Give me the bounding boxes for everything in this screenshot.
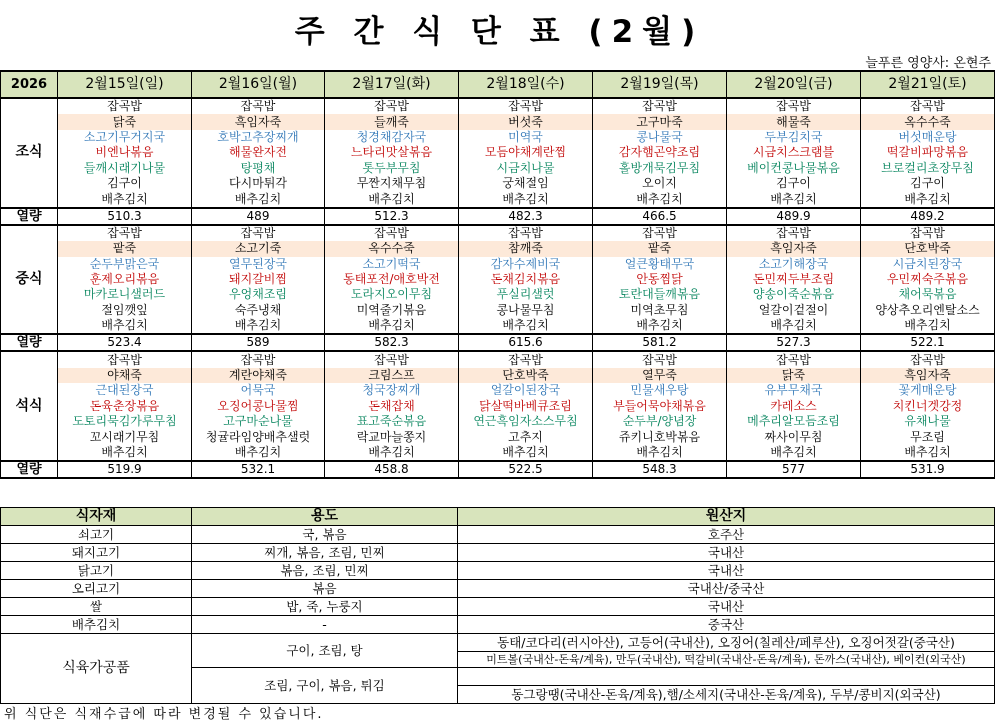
menu-row [1, 130, 995, 145]
menu-item: 락교마늘쫑지 [325, 429, 459, 444]
menu-row [1, 445, 995, 461]
menu-row [1, 145, 995, 160]
menu-item: 숙주냉채 [192, 303, 325, 318]
menu-item: 미역줄기볶음 [325, 303, 459, 318]
menu-item: 청경채감자국 [325, 130, 459, 145]
ingredient-cell: 식육가공품 [1, 634, 192, 704]
menu-item: 유채나물 [861, 414, 995, 429]
menu-row [1, 272, 995, 287]
origin-cell: 국내산 [458, 544, 995, 562]
menu-item: 푸실리샐럿 [459, 287, 593, 302]
menu-item: 궁채절임 [459, 176, 593, 191]
menu-item: 훈제오리볶음 [58, 272, 192, 287]
menu-item: 야채죽 [58, 368, 192, 383]
meal-label: 중식 [1, 225, 58, 335]
menu-item: 배추김치 [58, 445, 192, 461]
menu-item: 팥죽 [593, 241, 727, 256]
menu-item: 버섯죽 [459, 114, 593, 129]
menu-row [1, 414, 995, 429]
calorie-row [1, 208, 995, 225]
menu-row [1, 318, 995, 334]
menu-item: 돈채김치볶음 [459, 272, 593, 287]
menu-item: 크림스프 [325, 368, 459, 383]
menu-item: 시금치된장국 [861, 257, 995, 272]
menu-item: 오이지 [593, 176, 727, 191]
menu-row [1, 383, 995, 398]
origin-cell: 동그랑땡(국내산-돈육/계육),햄/소세지(국내산-돈육/계육), 두부/콩비지(외국산) [458, 686, 995, 704]
calorie-value: 589 [192, 334, 325, 351]
calorie-value: 466.5 [593, 208, 727, 225]
menu-item: 옥수수죽 [861, 114, 995, 129]
menu-item: 콩나물국 [593, 130, 727, 145]
origin-cell [458, 668, 995, 686]
calorie-label: 열량 [1, 208, 58, 225]
menu-item: 잡곡밥 [459, 351, 593, 367]
usage-cell: 조림, 구이, 볶음, 튀김 [192, 668, 458, 704]
calorie-value: 519.9 [58, 461, 192, 478]
usage-cell: 밥, 죽, 누룽지 [192, 598, 458, 616]
menu-item: 닭죽 [58, 114, 192, 129]
menu-item: 비엔나볶음 [58, 145, 192, 160]
menu-row [1, 114, 995, 129]
day-header: 2월21일(토) [861, 71, 995, 98]
menu-item: 도토리묵김가루무침 [58, 414, 192, 429]
menu-item: 민물새우탕 [593, 383, 727, 398]
menu-item: 잡곡밥 [325, 225, 459, 241]
menu-item: 닭죽 [727, 368, 861, 383]
origin-cell: 국내산 [458, 562, 995, 580]
menu-row [1, 241, 995, 256]
usage-header: 용도 [192, 508, 458, 526]
menu-item: 미역국 [459, 130, 593, 145]
menu-item: 배추김치 [459, 191, 593, 207]
ingredient-cell: 쇠고기 [1, 526, 192, 544]
menu-item: 느타리맛살볶음 [325, 145, 459, 160]
menu-item: 배추김치 [593, 318, 727, 334]
weekly-menu-table [0, 70, 995, 479]
day-header: 2월15일(일) [58, 71, 192, 98]
menu-item: 배추김치 [727, 318, 861, 334]
menu-item: 토란대들깨볶음 [593, 287, 727, 302]
menu-item: 열무죽 [593, 368, 727, 383]
menu-item: 메추리알모듬조림 [727, 414, 861, 429]
menu-item: 다시마튀각 [192, 176, 325, 191]
ingredient-cell: 오리고기 [1, 580, 192, 598]
menu-item: 감자햄곤약조림 [593, 145, 727, 160]
menu-item: 배추김치 [459, 318, 593, 334]
menu-row [1, 303, 995, 318]
menu-item: 들깨시래기나물 [58, 161, 192, 176]
menu-item: 배추김치 [861, 445, 995, 461]
calorie-value: 581.2 [593, 334, 727, 351]
meal-label: 석식 [1, 351, 58, 461]
menu-item: 잡곡밥 [593, 351, 727, 367]
origin-row [1, 598, 995, 616]
menu-item: 꼬시래기무침 [58, 429, 192, 444]
menu-item: 단호박죽 [861, 241, 995, 256]
menu-item: 계란야채죽 [192, 368, 325, 383]
menu-item: 흑임자죽 [861, 368, 995, 383]
menu-item: 잡곡밥 [192, 225, 325, 241]
calorie-value: 577 [727, 461, 861, 478]
origin-row [1, 526, 995, 544]
menu-row [1, 191, 995, 207]
origin-cell: 동태/코다리(러시아산), 고등어(국내산), 오징어(칠레산/페루산), 오징어젓갈(중국산) [458, 634, 995, 652]
meal-label: 조식 [1, 98, 58, 208]
menu-item: 잡곡밥 [192, 98, 325, 114]
menu-item: 호박고추장찌개 [192, 130, 325, 145]
menu-item: 잡곡밥 [593, 225, 727, 241]
calorie-label: 열량 [1, 461, 58, 478]
calorie-value: 548.3 [593, 461, 727, 478]
ingredient-header: 식자재 [1, 508, 192, 526]
menu-item: 미역초무침 [593, 303, 727, 318]
menu-item: 톳두부무침 [325, 161, 459, 176]
menu-item: 소고기무거지국 [58, 130, 192, 145]
menu-item: 시금치스크램블 [727, 145, 861, 160]
menu-row [1, 351, 995, 367]
calorie-row [1, 461, 995, 478]
menu-item: 고추지 [459, 429, 593, 444]
menu-item: 얼갈이겉절이 [727, 303, 861, 318]
menu-item: 김구이 [861, 176, 995, 191]
menu-item: 치킨너겟강정 [861, 399, 995, 414]
processed-row [1, 634, 995, 652]
menu-item: 팥죽 [58, 241, 192, 256]
menu-item: 동태포전/애호박전 [325, 272, 459, 287]
menu-item: 단호박죽 [459, 368, 593, 383]
menu-item: 배추김치 [325, 191, 459, 207]
menu-item: 무조림 [861, 429, 995, 444]
menu-item: 마카로니샐러드 [58, 287, 192, 302]
menu-item: 닭살떡바베큐조림 [459, 399, 593, 414]
day-header: 2월16일(월) [192, 71, 325, 98]
menu-item: 흑임자죽 [192, 114, 325, 129]
menu-item: 잡곡밥 [727, 351, 861, 367]
menu-item: 배추김치 [325, 318, 459, 334]
menu-item: 근대된장국 [58, 383, 192, 398]
calorie-value: 615.6 [459, 334, 593, 351]
menu-item: 청국장찌개 [325, 383, 459, 398]
menu-item: 배추김치 [58, 191, 192, 207]
origin-cell: 미트볼(국내산-돈육/계육), 만두(국내산), 떡갈비(국내산-돈육/계육), 돈까스(국내산), 베이컨(외국산) [458, 652, 995, 668]
menu-row [1, 429, 995, 444]
menu-item: 고구마죽 [593, 114, 727, 129]
menu-item: 잡곡밥 [325, 351, 459, 367]
origin-cell: 호주산 [458, 526, 995, 544]
menu-item: 김구이 [727, 176, 861, 191]
menu-item: 어묵국 [192, 383, 325, 398]
calorie-value: 532.1 [192, 461, 325, 478]
menu-item: 양송이죽순볶음 [727, 287, 861, 302]
calorie-value: 458.8 [325, 461, 459, 478]
menu-item: 배추김치 [593, 445, 727, 461]
menu-item: 해물완자전 [192, 145, 325, 160]
menu-item: 잡곡밥 [58, 351, 192, 367]
origin-header: 원산지 [458, 508, 995, 526]
menu-row [1, 161, 995, 176]
day-header-row [1, 71, 995, 98]
menu-row [1, 98, 995, 114]
menu-item: 잡곡밥 [861, 98, 995, 114]
origin-cell: 국내산 [458, 598, 995, 616]
menu-item: 카레소스 [727, 399, 861, 414]
day-header: 2월19일(목) [593, 71, 727, 98]
menu-item: 얼큰황태무국 [593, 257, 727, 272]
menu-item: 잡곡밥 [861, 225, 995, 241]
menu-item: 브로컬리초장무침 [861, 161, 995, 176]
day-header: 2월20일(금) [727, 71, 861, 98]
calorie-value: 489 [192, 208, 325, 225]
origin-row [1, 562, 995, 580]
dietitian-name: 늘푸른 영양사: 온현주 [865, 56, 991, 71]
menu-item: 잡곡밥 [192, 351, 325, 367]
menu-item: 표고죽순볶음 [325, 414, 459, 429]
menu-item: 청귤라임양배추샐럿 [192, 429, 325, 444]
menu-item: 배추김치 [593, 191, 727, 207]
ingredient-cell: 닭고기 [1, 562, 192, 580]
usage-cell: 볶음, 조림, 민찌 [192, 562, 458, 580]
menu-item: 우엉채조림 [192, 287, 325, 302]
menu-item: 무짠지채무침 [325, 176, 459, 191]
menu-item: 유부무채국 [727, 383, 861, 398]
menu-item: 콩나물무침 [459, 303, 593, 318]
menu-item: 배추김치 [861, 191, 995, 207]
menu-item: 잡곡밥 [727, 98, 861, 114]
calorie-label: 열량 [1, 334, 58, 351]
menu-item: 잡곡밥 [58, 225, 192, 241]
day-header: 2월17일(화) [325, 71, 459, 98]
usage-cell: 구이, 조림, 탕 [192, 634, 458, 668]
menu-item: 잡곡밥 [727, 225, 861, 241]
menu-item: 배추김치 [192, 445, 325, 461]
menu-item: 소고기해장국 [727, 257, 861, 272]
menu-item: 떡갈비파망볶음 [861, 145, 995, 160]
menu-item: 돼지갈비찜 [192, 272, 325, 287]
calorie-value: 489.2 [861, 208, 995, 225]
origin-row [1, 544, 995, 562]
menu-item: 탕평채 [192, 161, 325, 176]
year-cell: 2026 [1, 71, 58, 98]
menu-item: 잡곡밥 [593, 98, 727, 114]
menu-item: 꽃게매운탕 [861, 383, 995, 398]
menu-item: 고구마순나물 [192, 414, 325, 429]
menu-item: 배추김치 [459, 445, 593, 461]
menu-item: 시금치나물 [459, 161, 593, 176]
menu-item: 홀방개묵김무침 [593, 161, 727, 176]
menu-item: 잡곡밥 [325, 98, 459, 114]
page-title: 주 간 식 단 표 (2월) [294, 14, 705, 50]
calorie-value: 523.4 [58, 334, 192, 351]
menu-row [1, 399, 995, 414]
menu-row [1, 287, 995, 302]
menu-item: 배추김치 [325, 445, 459, 461]
menu-item: 들깨죽 [325, 114, 459, 129]
origin-cell: 중국산 [458, 616, 995, 634]
menu-item: 안동찜닭 [593, 272, 727, 287]
calorie-value: 510.3 [58, 208, 192, 225]
calorie-value: 582.3 [325, 334, 459, 351]
menu-row [1, 225, 995, 241]
menu-item: 돈채잡채 [325, 399, 459, 414]
menu-item: 연근흑임자소스무침 [459, 414, 593, 429]
calorie-row [1, 334, 995, 351]
menu-item: 소고기떡국 [325, 257, 459, 272]
usage-cell: 볶음 [192, 580, 458, 598]
origin-cell: 국내산/중국산 [458, 580, 995, 598]
menu-item: 열무된장국 [192, 257, 325, 272]
menu-item: 감자수제비국 [459, 257, 593, 272]
menu-item: 돈육춘장볶음 [58, 399, 192, 414]
day-header: 2월18일(수) [459, 71, 593, 98]
calorie-value: 527.3 [727, 334, 861, 351]
usage-cell: 국, 볶음 [192, 526, 458, 544]
origin-header-row [1, 508, 995, 526]
menu-item: 우민찌숙주볶음 [861, 272, 995, 287]
menu-item: 절임깻잎 [58, 303, 192, 318]
menu-item: 흑임자죽 [727, 241, 861, 256]
origin-row [1, 580, 995, 598]
menu-item: 버섯매운탕 [861, 130, 995, 145]
menu-item: 참깨죽 [459, 241, 593, 256]
usage-cell: 찌개, 볶음, 조림, 민찌 [192, 544, 458, 562]
calorie-value: 489.9 [727, 208, 861, 225]
menu-item: 모듬야채계란찜 [459, 145, 593, 160]
ingredient-origin-table [0, 507, 995, 704]
calorie-value: 512.3 [325, 208, 459, 225]
menu-item: 베이컨콩나물볶음 [727, 161, 861, 176]
calorie-value: 482.3 [459, 208, 593, 225]
menu-item: 순두부맑은국 [58, 257, 192, 272]
menu-item: 배추김치 [192, 318, 325, 334]
calorie-value: 522.1 [861, 334, 995, 351]
menu-item: 김구이 [58, 176, 192, 191]
menu-item: 두부김치국 [727, 130, 861, 145]
calorie-value: 531.9 [861, 461, 995, 478]
menu-item: 순두부/양념장 [593, 414, 727, 429]
menu-item: 잡곡밥 [58, 98, 192, 114]
menu-item: 도라지오이무침 [325, 287, 459, 302]
menu-item: 돈민찌두부조림 [727, 272, 861, 287]
menu-row [1, 257, 995, 272]
menu-item: 배추김치 [58, 318, 192, 334]
ingredient-cell: 돼지고기 [1, 544, 192, 562]
ingredient-cell: 배추김치 [1, 616, 192, 634]
menu-row [1, 176, 995, 191]
menu-item: 잡곡밥 [459, 98, 593, 114]
ingredient-cell: 쌀 [1, 598, 192, 616]
menu-item: 부들어묵야채볶음 [593, 399, 727, 414]
menu-item: 배추김치 [192, 191, 325, 207]
menu-item: 해물죽 [727, 114, 861, 129]
menu-item: 배추김치 [861, 318, 995, 334]
menu-item: 얼갈이된장국 [459, 383, 593, 398]
menu-item: 잡곡밥 [861, 351, 995, 367]
usage-cell: - [192, 616, 458, 634]
menu-item: 양상추오리엔탈소스 [861, 303, 995, 318]
menu-item: 옥수수죽 [325, 241, 459, 256]
menu-row [1, 368, 995, 383]
menu-item: 채어묵볶음 [861, 287, 995, 302]
menu-item: 쥬키니호박볶음 [593, 429, 727, 444]
origin-row [1, 616, 995, 634]
menu-item: 배추김치 [727, 191, 861, 207]
menu-item: 소고기죽 [192, 241, 325, 256]
menu-item: 배추김치 [727, 445, 861, 461]
menu-item: 짜사이무침 [727, 429, 861, 444]
calorie-value: 522.5 [459, 461, 593, 478]
menu-item: 잡곡밥 [459, 225, 593, 241]
footnote: 위 식단은 식재수급에 따라 변경될 수 있습니다. [4, 707, 324, 722]
menu-item: 오징어콩나물찜 [192, 399, 325, 414]
